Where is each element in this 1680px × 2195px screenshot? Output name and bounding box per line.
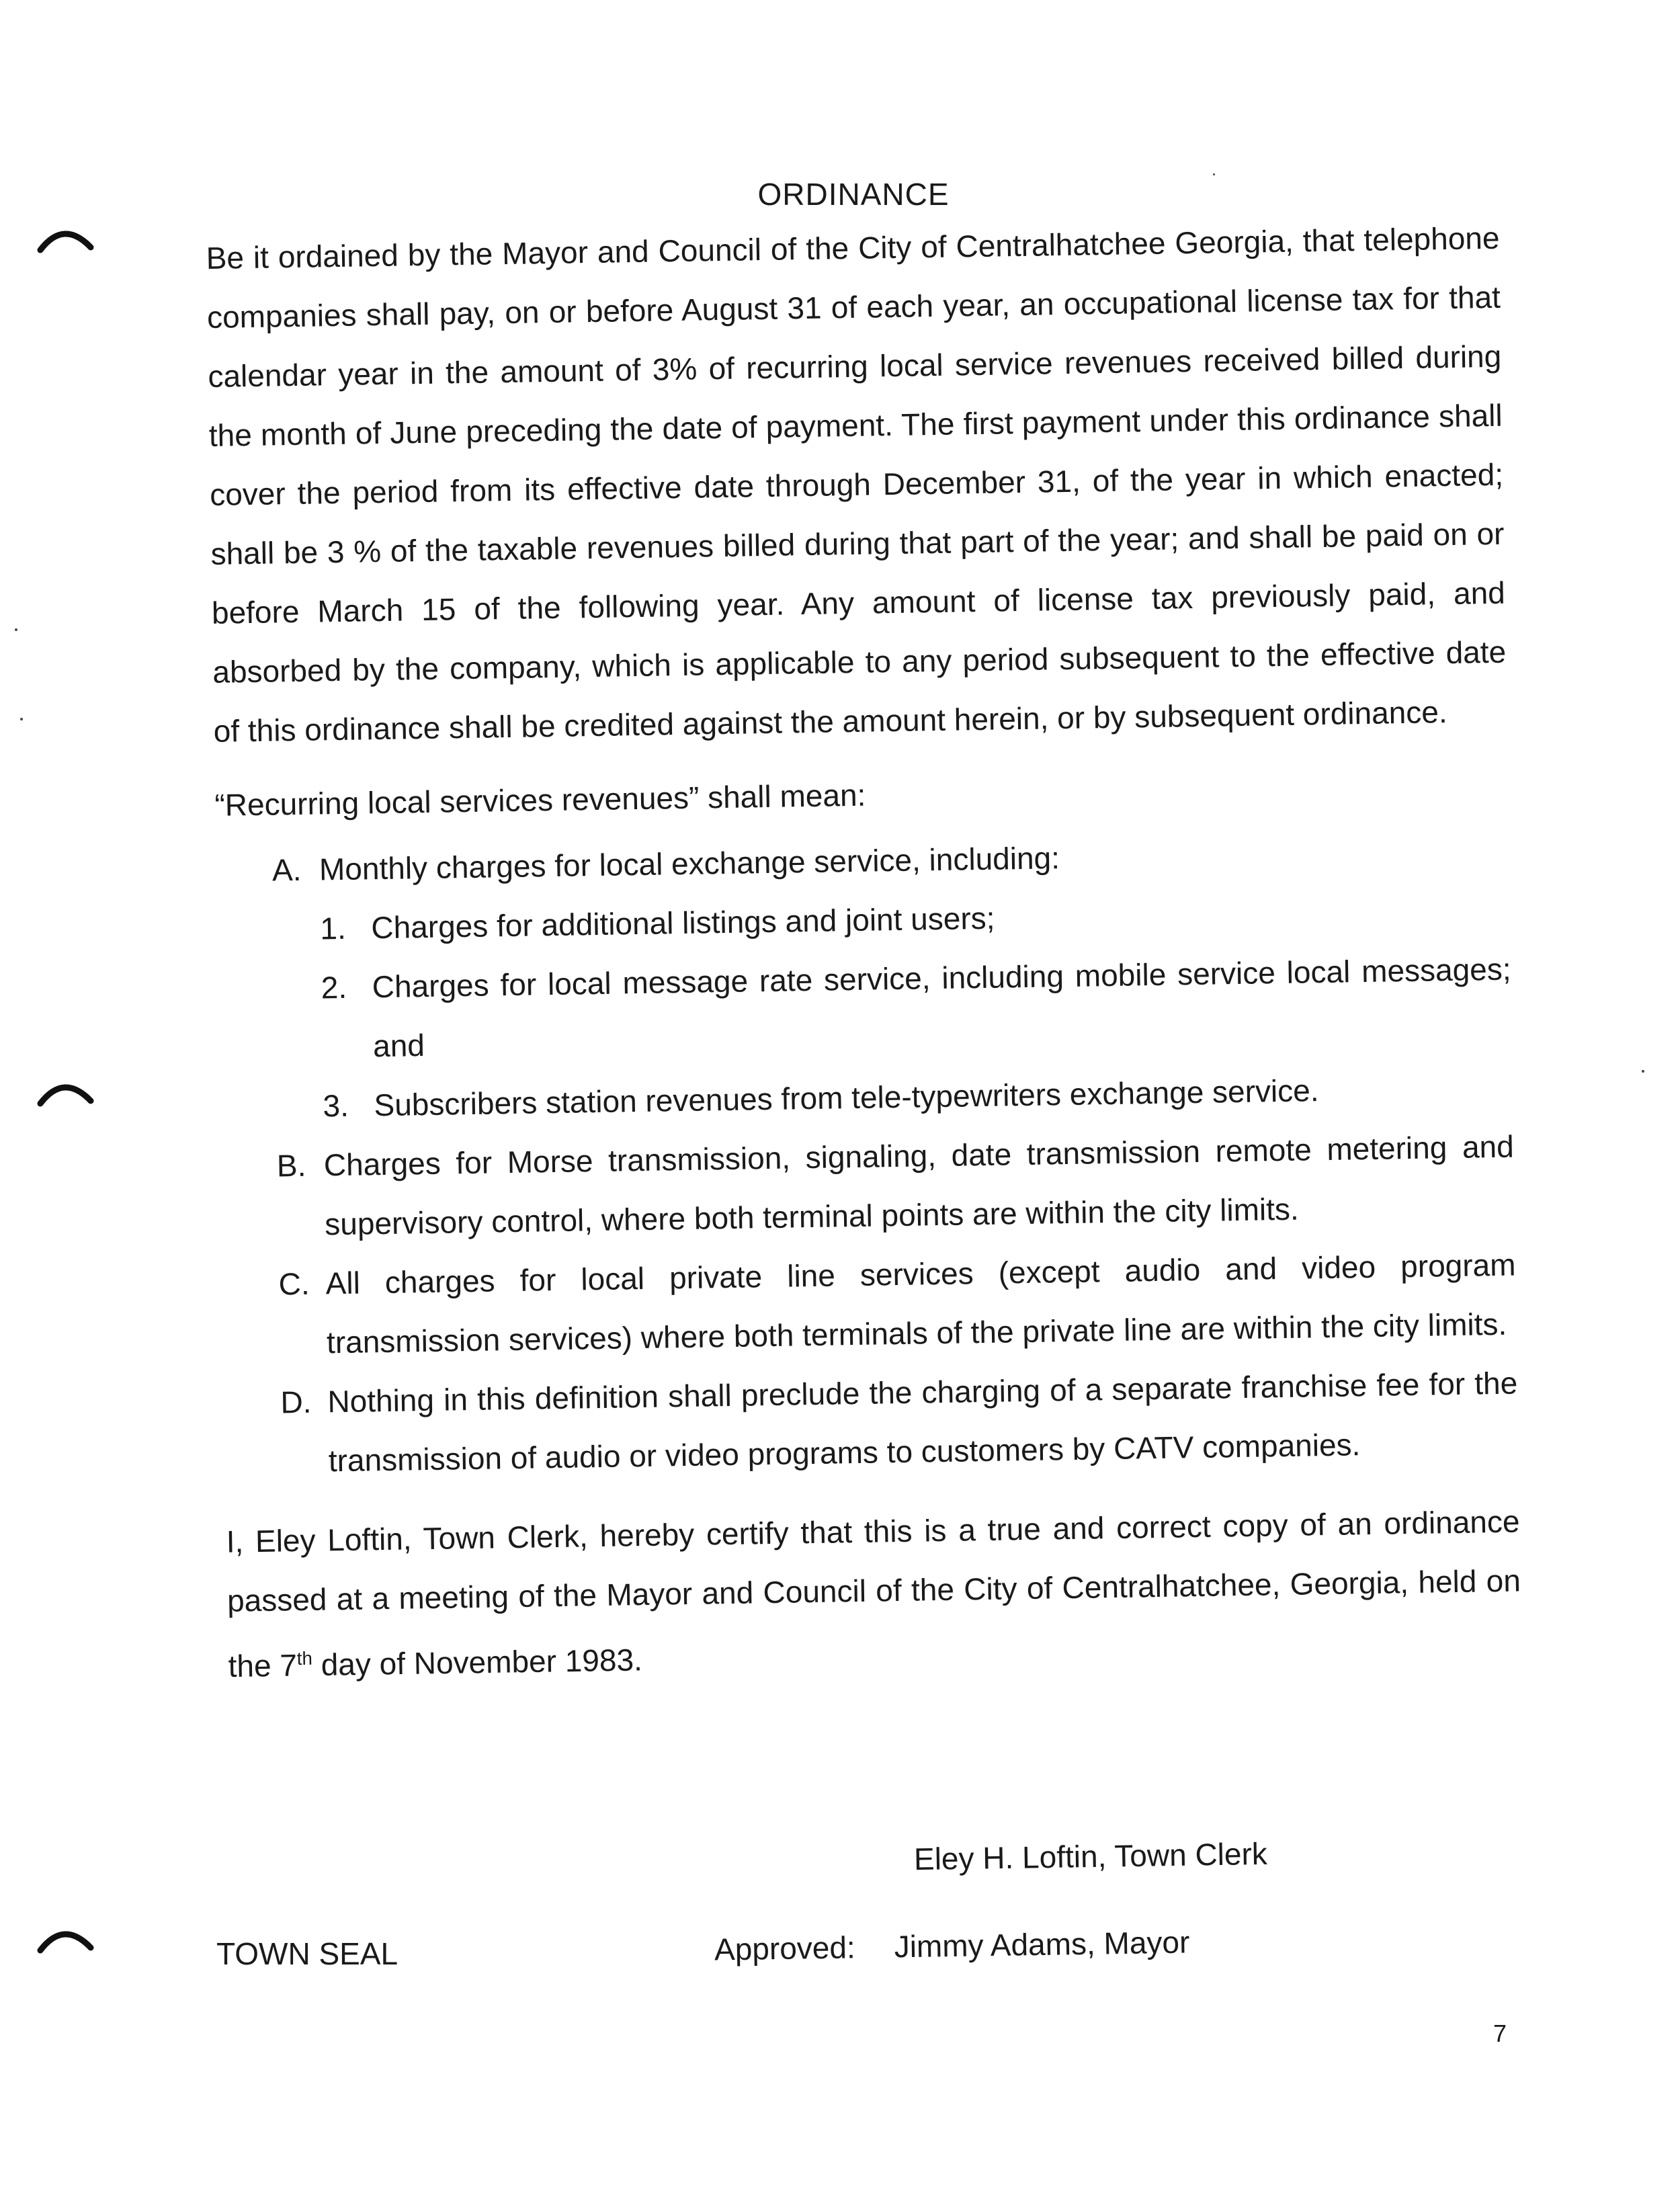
list-marker: D. bbox=[280, 1384, 312, 1420]
list-item-text: Charges for Morse transmission, signaling, date transmission remote metering and supervisory control, where both terminal points are within the city limits. bbox=[323, 1128, 1515, 1242]
list-item-text: Nothing in this definition shall preclude the charging of a separate franchise fee for the transmission of audio or video programs to customers by CATV companies. bbox=[327, 1365, 1518, 1479]
scan-speck bbox=[1642, 1070, 1644, 1073]
mayor-name: Jimmy Adams, Mayor bbox=[894, 1924, 1190, 1964]
document-title: ORDINANCE bbox=[757, 177, 950, 212]
sub-list-marker: 1. bbox=[319, 910, 347, 946]
sub-list-item-text: Charges for additional listings and joint users; bbox=[370, 900, 995, 946]
sub-list-item bbox=[321, 940, 1513, 1077]
page-number: 7 bbox=[1493, 2020, 1507, 2047]
scan-speck bbox=[1213, 173, 1215, 175]
list-item bbox=[215, 821, 1513, 1137]
sub-list-marker: 2. bbox=[321, 969, 347, 1005]
list-item bbox=[224, 1354, 1519, 1492]
list-item bbox=[220, 1117, 1515, 1255]
document-body bbox=[206, 208, 1522, 1696]
sub-list-item-text: Charges for local message rate service, including mobile service local messages; and bbox=[372, 951, 1511, 1064]
certification-paragraph bbox=[226, 1492, 1522, 1696]
sub-list-item-text: Subscribers station revenues from tele-typewriters exchange service. bbox=[374, 1073, 1319, 1123]
list-marker: B. bbox=[276, 1147, 306, 1184]
punch-hole-mark bbox=[37, 222, 94, 255]
ordinance-paragraph: Be it ordained by the Mayor and Council of the City of Centralhatchee Georgia, that telephone companies shall pay, on or before August 31 of each year, an occupational license tax for that calendar year in the amount of 3% of recurring local service revenues received billed during the month of June preceding the date of payment. The first payment under this ordinance shall cover the period from its effective date through December 31, of the year in which enacted; shall be 3 % of the taxable revenues billed during that part of the year; and shall be paid on or before March 15 of the following year. Any amount of license tax previously paid, and absorbed by the company, which is applicable to any period subsequent to the effective date of this ordinance shall be credited against the amount herein, or by subsequent ordinance. bbox=[206, 220, 1507, 749]
list-marker: C. bbox=[278, 1266, 310, 1302]
town-seal-label: TOWN SEAL bbox=[216, 1936, 398, 1971]
scan-speck bbox=[15, 628, 17, 631]
punch-hole-mark bbox=[37, 1922, 94, 1956]
sub-list-marker: 3. bbox=[323, 1087, 349, 1124]
list-item-text: Monthly charges for local exchange service, including: bbox=[319, 840, 1060, 887]
approval-line bbox=[714, 1923, 1190, 1967]
definition-list bbox=[215, 821, 1519, 1492]
punch-hole-mark bbox=[37, 1075, 94, 1109]
definition-intro: “Recurring local services revenues” shall mean: bbox=[214, 777, 866, 823]
sub-list bbox=[320, 880, 1513, 1136]
certification-ordinal: th bbox=[296, 1647, 313, 1669]
approved-label: Approved: bbox=[714, 1930, 856, 1967]
list-marker: A. bbox=[271, 852, 302, 888]
clerk-signature: Eley H. Loftin, Town Clerk bbox=[913, 1835, 1268, 1877]
list-item bbox=[222, 1235, 1517, 1374]
certification-text: I, Eley Loftin, Town Clerk, hereby certify that this is a true and correct copy of an ordinance passed at a meeting of the Mayor and Council of the City of Centralhatchee, Georgia, held on the 7 bbox=[226, 1503, 1521, 1684]
certification-text-end: day of November 1983. bbox=[312, 1642, 643, 1683]
scan-speck bbox=[20, 718, 23, 720]
list-item-text: All charges for local private line services (except audio and video program transmission services) where both terminals of the private line are within the city limits. bbox=[325, 1247, 1516, 1360]
